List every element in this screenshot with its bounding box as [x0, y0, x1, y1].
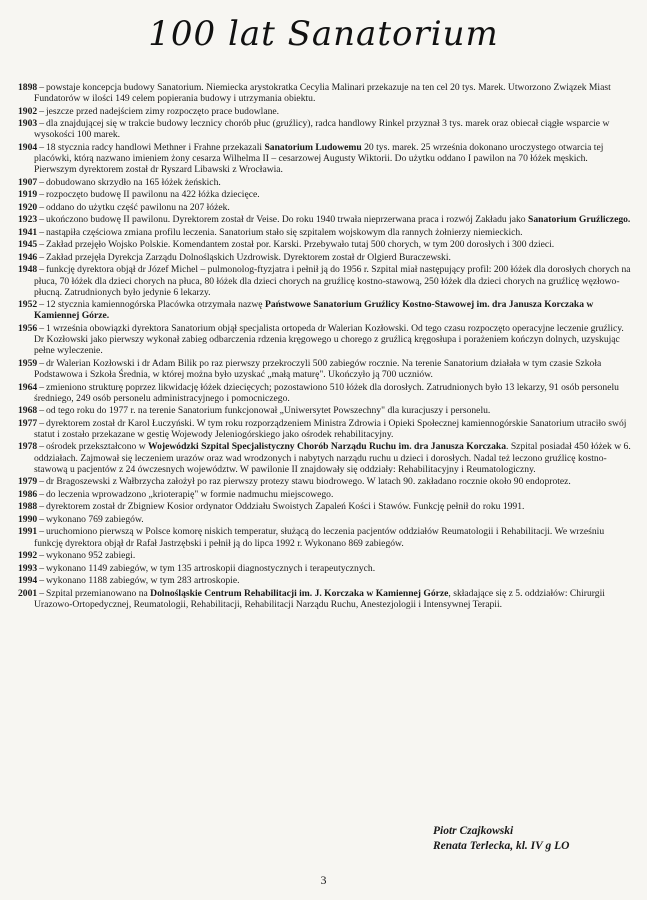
entry-year: 1923	[18, 214, 38, 226]
entry-text: 1 września obowiązki dyrektora Sanatorium objął specjalista ortopeda dr Walerian Kozłowski. Od tego czasu rozpoczęto operacyjne leczenie gruźlicy. Dr Kozłowski jako pierwszy wykonał zabieg odbarczenia rdzenia kręgowego u chorego z gruźlicą kręgosłupa i porażeniem kończyn dolnych, uzyskując pełne wyleczenie.	[34, 322, 624, 357]
timeline-entry: 1956 – 1 września obowiązki dyrektora Sanatorium objął specjalista ortopeda dr Walerian Kozłowski. Od tego czasu rozpoczęto operacyjne leczenie gruźlicy. Dr Kozłowski jako pierwszy wykonał zabieg odbarczenia rdzenia kręgowego u chorego z gruźlicą kręgosłupa i porażeniem kończyn dolnych, uzyskując pełne wyleczenie.	[18, 322, 624, 357]
author-name: Piotr Czajkowski	[433, 825, 514, 837]
entry-year: 1964	[18, 381, 38, 393]
entry-year: 1903	[18, 118, 38, 130]
timeline-entry: 1903 – dla znajdującej się w trakcie budowy lecznicy chorób płuc (gruźlicy), radca handlowy Rinkel przyznał 3 tys. marek oraz obiecał ciągłe wsparcie w wysokości 100 marek.	[18, 118, 610, 141]
timeline-entry: 1941 – nastąpiła częściowa zmiana profilu leczenia. Sanatorium stało się szpitalem wojskowym dla rannych żołnierzy niemieckich.	[18, 226, 523, 238]
timeline-entry: 1978 – ośrodek przekształcono w Wojewódzki Szpital Specjalistyczny Chorób Narządu Ruchu im. dra Janusza Korczaka. Szpital posiadał 450 łóżek w 6. oddziałach. Zajmował się leczeniem urazów oraz wad wrodzonych i nabytych narządu ruchu u dzieci i dorosłych. Nadal też leczono gruźlicę kostno-stawową u pacjentów z 24 ówczesnych województw. W pawilonie II znajdowały się oddziały: Rehabilitacyjny i Reumatologiczny.	[18, 441, 631, 475]
timeline-entry: 1964 – zmieniono strukturę poprzez likwidację łóżek dziecięcych; pozostawiono 510 łóżek dla dorosłych. Zatrudnionych było 13 lekarzy, 91 osób personelu średniego, 249 osób personelu administracyjnego i pomocniczego.	[18, 381, 619, 404]
entry-text: dr Walerian Kozłowski i dr Adam Bilik po raz pierwszy przekroczyli 500 zabiegów rocznie. Na terenie Sanatorium działała w tym czasie Szkoła Podstawowa i Szkoła Średnia, w której można było uzyskać „małą maturę". Ukończyło ją 700 uczniów.	[34, 357, 602, 381]
entry-text: nastąpiła częściowa zmiana profilu leczenia. Sanatorium stało się szpitalem wojskowym dla rannych żołnierzy niemieckich.	[45, 226, 523, 238]
entry-text: 18 stycznia radcy handlowi Methner i Frahne przekazali	[45, 141, 265, 153]
entry-text-bold: Dolnośląskie Centrum Rehabilitacji im. J. Korczaka w Kamiennej Górze	[150, 587, 449, 599]
timeline-entry: 1907 – dobudowano skrzydło na 165 łóżek żeńskich.	[18, 176, 221, 188]
page-number: 3	[320, 873, 327, 887]
entry-year: 1904	[18, 141, 38, 153]
entry-text: 12 stycznia kamiennogórska Placówka otrzymała nazwę	[45, 299, 265, 311]
entry-text-bold: Państwowe Sanatorium Gruźlicy Kostno-Stawowej im. dra Janusza Korczaka w Kamiennej Górze.	[34, 299, 594, 322]
entry-text: ośrodek przekształcono w	[45, 441, 149, 453]
timeline-entry: 1946 – Zakład przejęła Dyrekcja Zarządu Dolnośląskich Uzdrowisk. Dyrektorem został dr Olgierd Buraczewski.	[18, 251, 451, 263]
entry-year: 1920	[18, 201, 38, 213]
entry-text: ukończono budowę II pawilonu. Dyrektorem został dr Veise. Do roku 1940 trwała nieprzerwana praca i rozwój Zakładu jako	[45, 214, 528, 226]
entry-text-bold: Wojewódzki Szpital Specjalistyczny Chorób Narządu Ruchu im. dra Janusza Korczaka	[148, 441, 507, 453]
entry-text: Zakład przejęło Wojsko Polskie. Komendantem został por. Karski. Przebywało tutaj 500 chorych, w tym 200 dorosłych i 300 dzieci.	[45, 239, 555, 251]
page-title: 100 lat Sanatorium	[148, 14, 499, 54]
timeline-entry: 1988 – dyrektorem został dr Zbigniew Kosior ordynator Oddziału Swoistych Zapaleń Kości i Stawów. Funkcję pełnił do roku 1991.	[18, 501, 525, 513]
entry-text-bold: Sanatorium Gruźliczego.	[528, 214, 631, 226]
entry-text: oddano do użytku część pawilonu na 207 łóżek.	[45, 201, 230, 213]
entry-text-bold: Sanatorium Ludowemu	[264, 141, 362, 153]
timeline-entry: 1945 – Zakład przejęło Wojsko Polskie. Komendantem został por. Karski. Przebywało tutaj 500 chorych, w tym 200 dorosłych i 300 dzieci.	[18, 239, 555, 251]
entry-text: . Szpital posiadał 450 łóżek w 6. oddziałach. Zajmował się leczeniem urazów oraz wad wrodzonych i nabytych narządu ruchu u dzieci i dorosłych. Nadal też leczono gruźlicę kostno-stawową u pacjentów z 24 ówczesnych województw. W pawilonie II znajdowały się oddziały: Rehabilitacyjny i Reumatologiczny.	[34, 441, 631, 475]
timeline-entry: 1979 – dr Bragoszewski z Wałbrzycha założył po raz pierwszy protezy stawu biodrowego. W latach 90. zakładano rocznie około 90 endoprotez.	[18, 476, 571, 488]
entry-year: 1919	[18, 189, 38, 201]
entry-year: 1952	[18, 299, 38, 311]
entry-year: 1977	[18, 417, 38, 429]
authors-block	[433, 824, 569, 854]
timeline-entry: 1904 – 18 stycznia radcy handlowi Methner i Frahne przekazali Sanatorium Ludowemu 20 tys. marek. 25 września dokonano uroczystego otwarcia tej placówki, którą nazwano imieniem żony cesarza Wilhelma II – cesarzowej Augusty Wiktorii. Do użytku oddano I pawilon na 70 łóżek męskich. Pierwszym dyrektorem został dr Ryszard Libawski z Wrocławia.	[18, 141, 604, 176]
entry-year: 2001	[18, 587, 38, 599]
entry-year: 1907	[18, 176, 38, 188]
entry-year: 1990	[18, 513, 38, 525]
timeline-entry: 1920 – oddano do użytku część pawilonu na 207 łóżek.	[18, 201, 230, 213]
entry-text: wykonano 769 zabiegów.	[45, 513, 144, 525]
timeline-entry: 1959 – dr Walerian Kozłowski i dr Adam Bilik po raz pierwszy przekroczyli 500 zabiegów rocznie. Na terenie Sanatorium działała w tym czasie Szkoła Podstawowa i Szkoła Średnia, w której można było uzyskać „małą maturę". Ukończyło ją 700 uczniów.	[18, 357, 602, 381]
entry-text: uruchomiono pierwszą w Polsce komorę niskich temperatur, służącą do leczenia pacjentów oddziałów Reumatologii i Rehabilitacji. We wrześniu funkcję dyrektora objął dr Rafał Jastrzębski i pełnił ją do lipca 1992 r. Wykonano 869 zabiegów.	[34, 526, 605, 549]
entry-text: , składające się z 5. oddziałów: Chirurgii Urazowo-Ortopedycznej, Reumatologii, Rehabilitacji, Rehabilitacji Narządu Ruchu, Anestezjologii i Intensywnej Terapii.	[34, 587, 605, 610]
entry-text: wykonano 1149 zabiegów, w tym 135 artroskopii diagnostycznych i terapeutycznych.	[45, 562, 376, 574]
entry-text: dr Bragoszewski z Wałbrzycha założył po raz pierwszy protezy stawu biodrowego. W latach 90. zakładano rocznie około 90 endoprotez.	[45, 476, 571, 488]
entry-text: dyrektorem został dr Zbigniew Kosior ordynator Oddziału Swoistych Zapaleń Kości i Stawów. Funkcję pełnił do roku 1991.	[45, 501, 525, 513]
timeline-entry: 1902 – jeszcze przed nadejściem zimy rozpoczęto prace budowlane.	[18, 105, 280, 117]
timeline-entry: 1993 – wykonano 1149 zabiegów, w tym 135 artroskopii diagnostycznych i terapeutycznych.	[18, 562, 376, 574]
entry-text: jeszcze przed nadejściem zimy rozpoczęto prace budowlane.	[45, 105, 280, 117]
entry-text: funkcję dyrektora objął dr Józef Michel – pulmonolog-ftyzjatra i pełnił ją do 1956 r. Szpital miał następujący profil: 200 łóżek dla dorosłych chorych na płuca, 70 łóżek dla dzieci chorych na płuca, 80 łóżek dla dzieci chorych na gruźlicę kostno-stawową, 250 łóżek dla dzieci chorych na gruźlicę węzłowo-płucną. Zatrudnionych było jedynie 6 lekarzy.	[34, 264, 631, 298]
entry-year: 1978	[18, 441, 38, 453]
timeline-entry: 1991 – uruchomiono pierwszą w Polsce komorę niskich temperatur, służącą do leczenia pacjentów oddziałów Reumatologii i Rehabilitacji. We wrześniu funkcję dyrektora objął dr Rafał Jastrzębski i pełnił ją do lipca 1992 r. Wykonano 869 zabiegów.	[18, 526, 605, 549]
entry-year: 1948	[18, 264, 38, 276]
entry-text: zmieniono strukturę poprzez likwidację łóżek dziecięcych; pozostawiono 510 łóżek dla dorosłych. Zatrudnionych było 13 lekarzy, 91 osób personelu średniego, 249 osób personelu administracyjnego i pomocniczego.	[34, 381, 619, 404]
entry-year: 1979	[18, 476, 38, 488]
entry-text: wykonano 952 zabiegi.	[45, 550, 136, 562]
entry-year: 1993	[18, 562, 38, 574]
timeline	[18, 82, 632, 611]
entry-text: wykonano 1188 zabiegów, w tym 283 artroskopie.	[45, 575, 240, 587]
entry-text: rozpoczęto budowę II pawilonu na 422 łóżka dziecięce.	[45, 189, 260, 201]
entry-year: 1945	[18, 239, 38, 251]
author-name: Renata Terlecka, kl. IV g LO	[433, 840, 570, 852]
entry-text: Zakład przejęła Dyrekcja Zarządu Dolnośląskich Uzdrowisk. Dyrektorem został dr Olgierd Buraczewski.	[45, 251, 451, 263]
entry-text: dla znajdującej się w trakcie budowy lecznicy chorób płuc (gruźlicy), radca handlowy Rinkel przyznał 3 tys. marek oraz obiecał ciągłe wsparcie w wysokości 100 marek.	[34, 118, 610, 141]
entry-text: 20 tys. marek. 25 września dokonano uroczystego otwarcia tej placówki, którą nazwano imieniem żony cesarza Wilhelma II – cesarzowej Augusty Wiktorii. Do użytku oddano I pawilon na 70 łóżek męskich. Pierwszym dyrektorem został dr Ryszard Libawski z Wrocławia.	[34, 141, 604, 176]
entry-text: dyrektorem został dr Karol Łuczyński. W tym roku rozporządzeniem Ministra Zdrowia i Opieki Społecznej kamiennogórskie Sanatorium utraciło swój statut i zostało przekazane w gestię Wojewody Jeleniogórskiego jako ośrodek rehabilitacyjny.	[34, 417, 627, 440]
entry-text: powstaje koncepcja budowy Sanatorium. Niemiecka arystokratka Cecylia Malinari przekazuje na ten cel 20 tys. Marek. Utworzono Związek Miast Fundatorów w ilości 149 celem popierania budowy i utrzymania obiektu.	[34, 82, 611, 105]
entry-year: 1992	[18, 550, 38, 562]
entry-text: do leczenia wprowadzono „krioterapię" w formie nadmuchu miejscowego.	[45, 488, 334, 500]
entry-year: 1988	[18, 501, 38, 513]
timeline-entry: 1977 – dyrektorem został dr Karol Łuczyński. W tym roku rozporządzeniem Ministra Zdrowia i Opieki Społecznej kamiennogórskie Sanatorium utraciło swój statut i zostało przekazane w gestię Wojewody Jeleniogórskiego jako ośrodek rehabilitacyjny.	[18, 417, 627, 440]
entry-year: 1959	[18, 357, 38, 369]
entry-year: 1956	[18, 322, 38, 334]
entry-text: dobudowano skrzydło na 165 łóżek żeńskich.	[45, 176, 221, 188]
entry-year: 1941	[18, 226, 38, 238]
entry-year: 1898	[18, 82, 38, 93]
entry-text: od tego roku do 1977 r. na terenie Sanatorium funkcjonował „Uniwersytet Powszechny" dla kuracjuszy i personelu.	[45, 405, 491, 417]
entry-year: 1986	[18, 488, 38, 500]
timeline-entry: 1994 – wykonano 1188 zabiegów, w tym 283 artroskopie.	[18, 575, 240, 587]
entry-year: 1991	[18, 526, 38, 538]
timeline-entry: 1968 – od tego roku do 1977 r. na terenie Sanatorium funkcjonował „Uniwersytet Powszechny" dla kuracjuszy i personelu.	[18, 405, 491, 417]
timeline-entry: 1898 – powstaje koncepcja budowy Sanatorium. Niemiecka arystokratka Cecylia Malinari przekazuje na ten cel 20 tys. Marek. Utworzono Związek Miast Fundatorów w ilości 149 celem popierania budowy i utrzymania obiektu.	[18, 82, 611, 105]
entry-text: Szpital przemianowano na	[45, 587, 151, 599]
timeline-entry: 1919 – rozpoczęto budowę II pawilonu na 422 łóżka dziecięce.	[18, 189, 260, 201]
timeline-entry: 1923 – ukończono budowę II pawilonu. Dyrektorem został dr Veise. Do roku 1940 trwała nieprzerwana praca i rozwój Zakładu jako Sanatorium Gruźliczego.	[18, 214, 631, 226]
timeline-entry: 1986 – do leczenia wprowadzono „krioterapię" w formie nadmuchu miejscowego.	[18, 488, 334, 500]
timeline-entry: 2001 – Szpital przemianowano na Dolnośląskie Centrum Rehabilitacji im. J. Korczaka w Kamiennej Górze, składające się z 5. oddziałów: Chirurgii Urazowo-Ortopedycznej, Reumatologii, Rehabilitacji, Rehabilitacji Narządu Ruchu, Anestezjologii i Intensywnej Terapii.	[18, 587, 605, 610]
timeline-entry: 1992 – wykonano 952 zabiegi.	[18, 550, 136, 562]
timeline-entry: 1948 – funkcję dyrektora objął dr Józef Michel – pulmonolog-ftyzjatra i pełnił ją do 1956 r. Szpital miał następujący profil: 200 łóżek dla dorosłych chorych na płuca, 70 łóżek dla dzieci chorych na płuca, 80 łóżek dla dzieci chorych na gruźlicę kostno-stawową, 250 łóżek dla dzieci chorych na gruźlicę węzłowo-płucną. Zatrudnionych było jedynie 6 lekarzy.	[18, 264, 631, 298]
entry-year: 1994	[18, 575, 38, 587]
entry-year: 1968	[18, 405, 38, 417]
timeline-entry: 1990 – wykonano 769 zabiegów.	[18, 513, 144, 525]
entry-year: 1946	[18, 251, 38, 263]
timeline-entry: 1952 – 12 stycznia kamiennogórska Placówka otrzymała nazwę Państwowe Sanatorium Gruźlicy Kostno-Stawowej im. dra Janusza Korczaka w Kamiennej Górze.	[18, 299, 594, 322]
entry-year: 1902	[18, 105, 38, 117]
